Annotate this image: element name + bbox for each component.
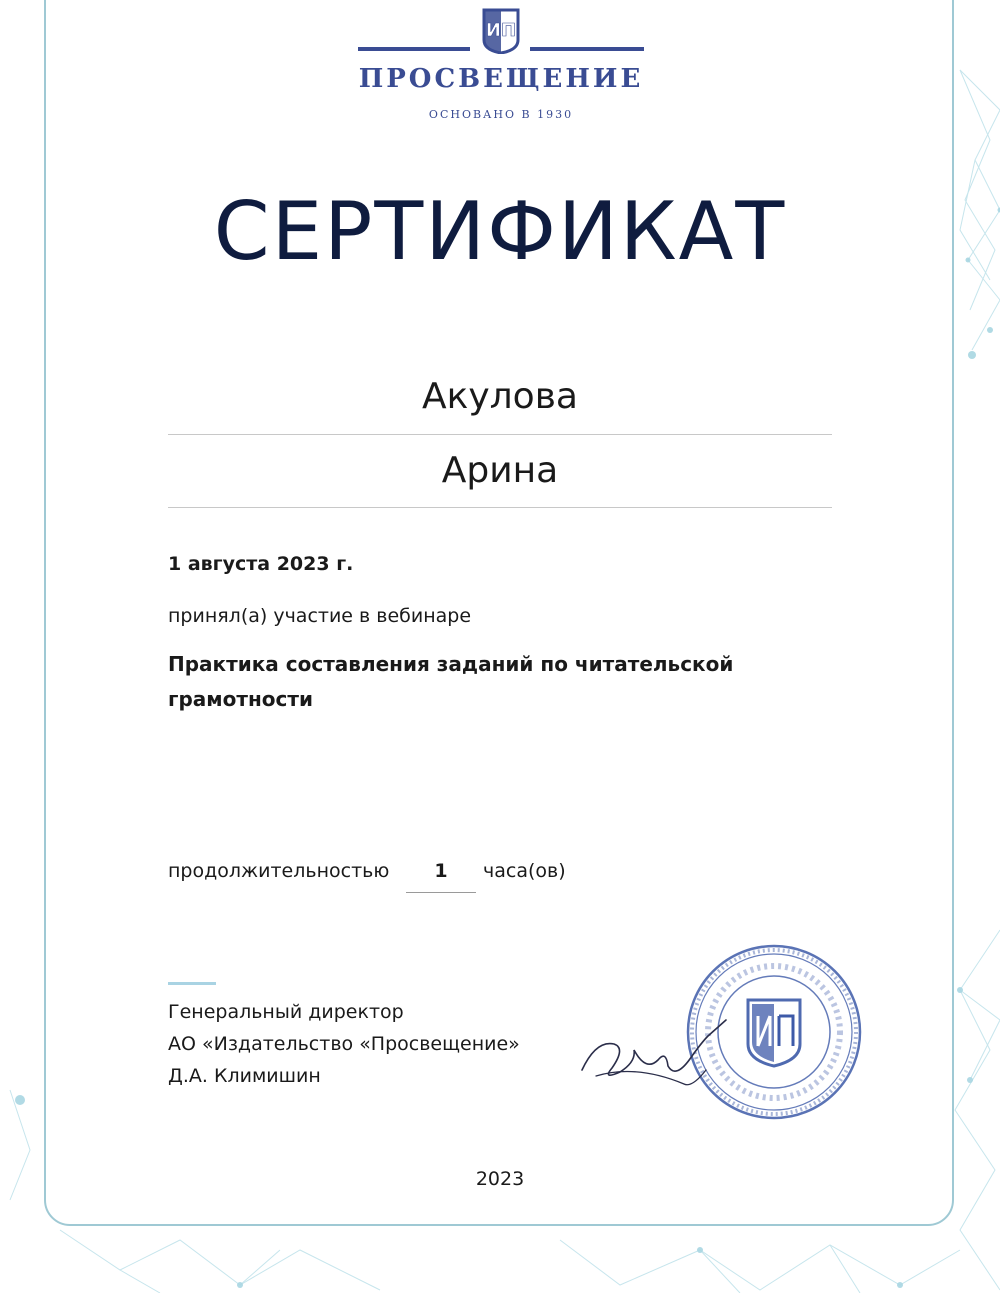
logo-left-line [358,47,470,51]
event-date: 1 августа 2023 г. [168,553,354,575]
recipient-first-name: Арина [441,450,559,491]
logo-right-line [530,47,644,51]
first-name-rule [168,507,832,508]
publisher-emblem-icon [482,8,520,54]
duration-rule [406,892,476,893]
participation-text: принял(а) участие в вебинаре [168,605,472,627]
webinar-title: Практика составления заданий по читательской грамотности [168,652,734,711]
publisher-name: ПРОСВЕЩЕНИЕ [358,64,644,94]
logo-mark-text: ИП [485,20,517,41]
handwritten-signature [576,1010,736,1100]
duration-unit: часа(ов) [483,860,566,882]
signer-company: АО «Издательство «Просвещение» [168,1033,520,1055]
publisher-founded: ОСНОВАНО В 1930 [428,108,574,121]
signer-name: Д.А. Климишин [168,1065,321,1087]
certificate-year: 2023 [475,1168,525,1190]
signer-position: Генеральный директор [168,1001,404,1023]
certificate-title: СЕРТИФИКАТ [213,185,787,278]
accent-dash [168,982,216,985]
last-name-rule [168,434,832,435]
duration-value: 1 [434,860,448,882]
publisher-logo [358,8,644,121]
duration-label: продолжительностью [168,860,390,882]
recipient-last-name: Акулова [422,376,578,417]
